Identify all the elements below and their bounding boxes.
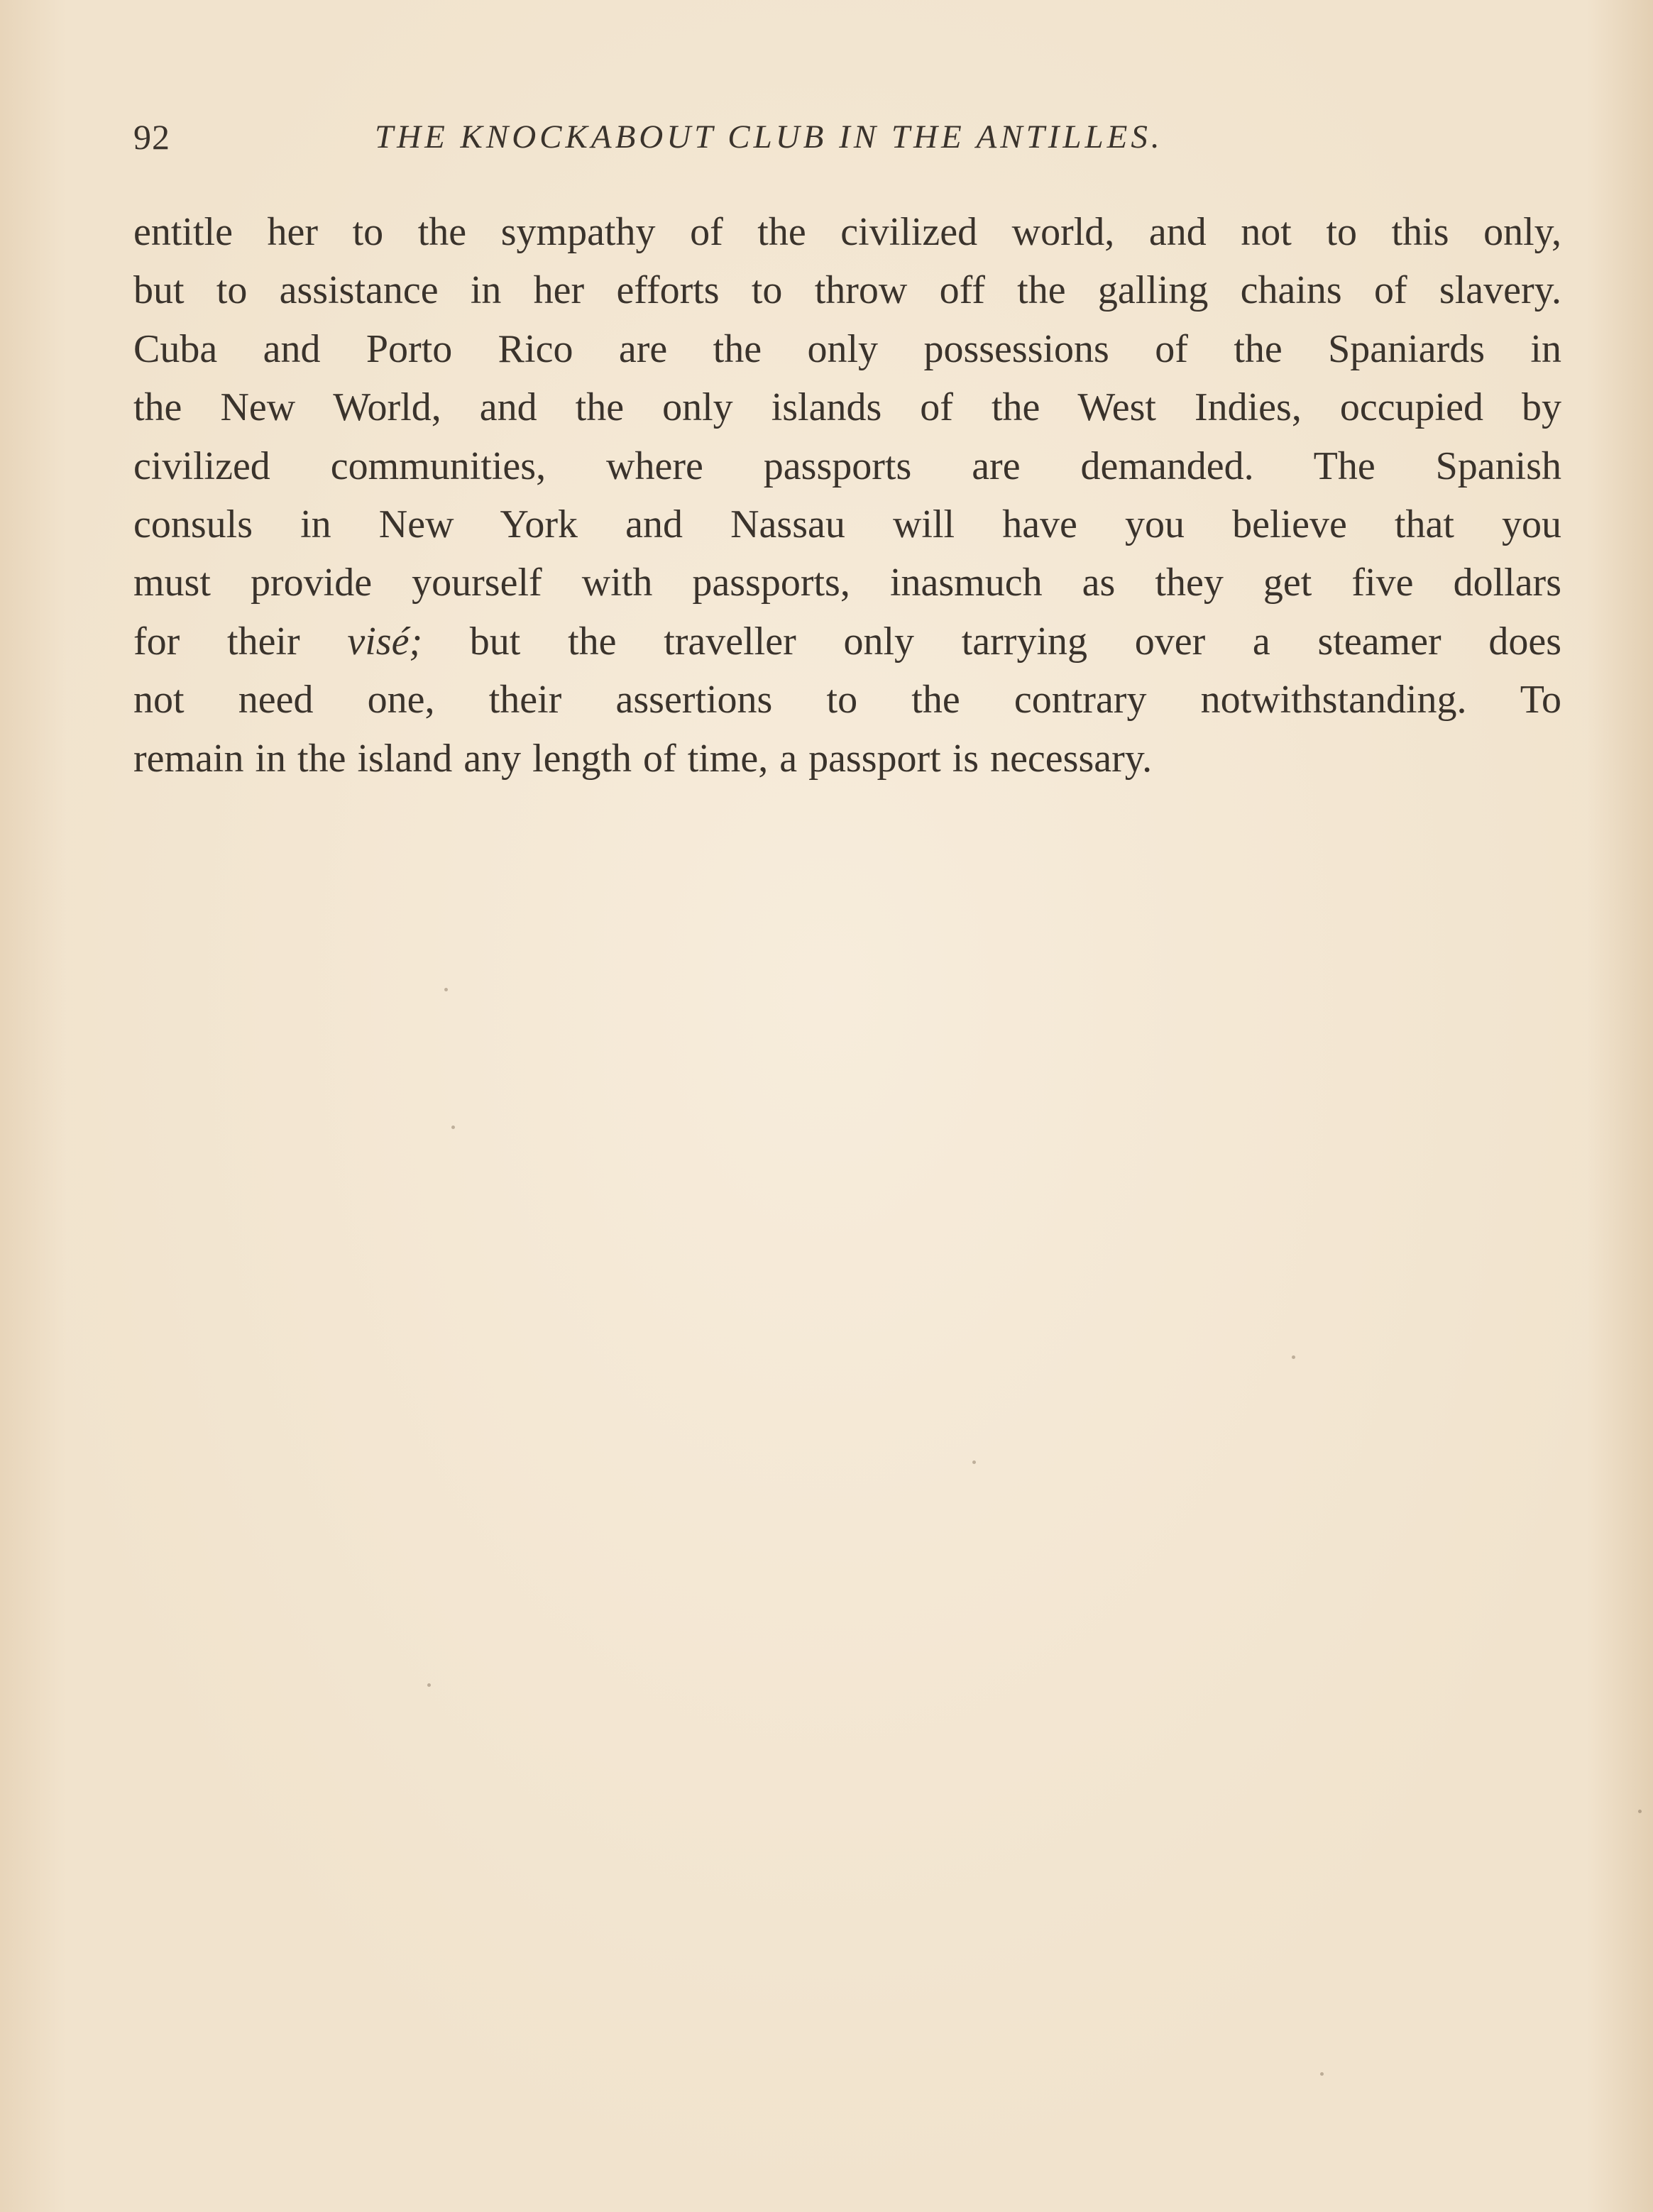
body-paragraph xyxy=(133,203,1561,788)
text-line: not need one, their assertions to the contrary notwithstanding. To xyxy=(133,678,1561,722)
page-number: 92 xyxy=(133,117,170,157)
paper-speck xyxy=(1320,2072,1324,2076)
text-line: consuls in New York and Nassau will have you believe that you xyxy=(133,502,1561,546)
text-line: entitle her to the sympathy of the civilized world, and not to this only, xyxy=(133,210,1561,254)
paper-speck xyxy=(1292,1355,1295,1359)
text-line: Cuba and Porto Rico are the only possessions of the Spaniards in xyxy=(133,326,1561,371)
text-fragment: for their xyxy=(133,619,300,664)
paper-speck xyxy=(1638,1810,1642,1813)
paper-speck xyxy=(427,1683,431,1687)
paper-speck xyxy=(451,1126,455,1129)
text-fragment: but the traveller only tarrying over a steamer does xyxy=(469,619,1561,664)
text-line: must provide yourself with passports, inasmuch as they get five dollars xyxy=(133,561,1561,605)
italic-word: visé; xyxy=(347,619,423,664)
text-line: but to assistance in her efforts to throw off the galling chains of slavery. xyxy=(133,268,1561,313)
paper-speck xyxy=(444,988,448,991)
text-line: the New World, and the only islands of the West Indies, occupied by xyxy=(133,385,1561,430)
paper-speck xyxy=(972,1460,976,1464)
running-head xyxy=(133,112,1561,162)
text-line-with-italic xyxy=(133,612,1561,671)
text-line: civilized communities, where passports are demanded. The Spanish xyxy=(133,444,1561,488)
running-title: THE KNOCKABOUT CLUB IN THE ANTILLES. xyxy=(375,119,1163,155)
text-line: remain in the island any length of time, a passport is necessary. xyxy=(133,736,1153,781)
